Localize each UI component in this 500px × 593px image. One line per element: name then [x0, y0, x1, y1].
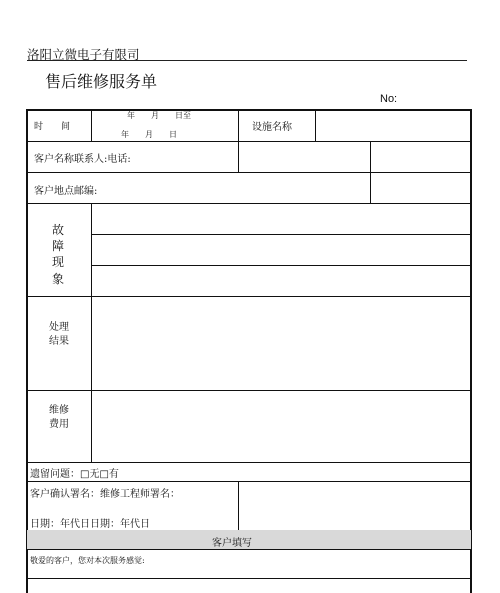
- col-divider: [238, 110, 239, 172]
- row-divider: [27, 549, 471, 550]
- form-title: 售后维修服务单: [45, 72, 158, 91]
- repair-cost-label: 维修费用: [49, 405, 69, 430]
- leftover-issue-field: 遗留问题：□无□有: [30, 469, 119, 480]
- customer-contact-label: 客户名称联系人:电话:: [34, 154, 131, 165]
- row-divider: [91, 234, 471, 235]
- handling-result-label: 处理结果: [49, 322, 69, 347]
- form-number-label: No:: [380, 93, 398, 105]
- row-divider: [27, 141, 471, 142]
- customer-fill-heading: 客户填写: [212, 538, 252, 549]
- date-range-end: 年 月 日: [121, 130, 177, 139]
- company-name: 洛阳立微电子有限司: [27, 47, 140, 62]
- col-divider: [238, 481, 239, 530]
- fault-symptom-label: 故障现象: [51, 223, 64, 286]
- table-border-right: [470, 109, 472, 593]
- signature-label: 客户确认署名：维修工程师署名：: [30, 489, 180, 500]
- table-border-top: [26, 109, 472, 111]
- row-divider: [27, 172, 471, 173]
- col-divider: [91, 110, 92, 141]
- feedback-intro: 敬爱的客户，您对本次服务感觉:: [30, 556, 145, 565]
- signature-date-label: 日期：年代日日期：年代日: [30, 519, 150, 530]
- time-label: 时 间: [34, 122, 71, 132]
- header-rule: [27, 60, 467, 61]
- col-divider: [315, 110, 316, 141]
- facility-name-label: 设施名称: [252, 122, 292, 133]
- col-divider: [370, 141, 371, 203]
- row-divider: [27, 481, 471, 482]
- row-divider: [27, 203, 471, 204]
- date-range-start: 年 月 日至: [127, 111, 191, 120]
- row-divider: [91, 265, 471, 266]
- row-divider: [27, 578, 471, 579]
- row-divider: [27, 390, 471, 391]
- row-divider: [27, 462, 471, 463]
- row-divider: [27, 296, 471, 297]
- customer-address-label: 客户地点邮编:: [34, 186, 98, 197]
- table-border-left: [26, 109, 28, 593]
- col-divider: [91, 203, 92, 462]
